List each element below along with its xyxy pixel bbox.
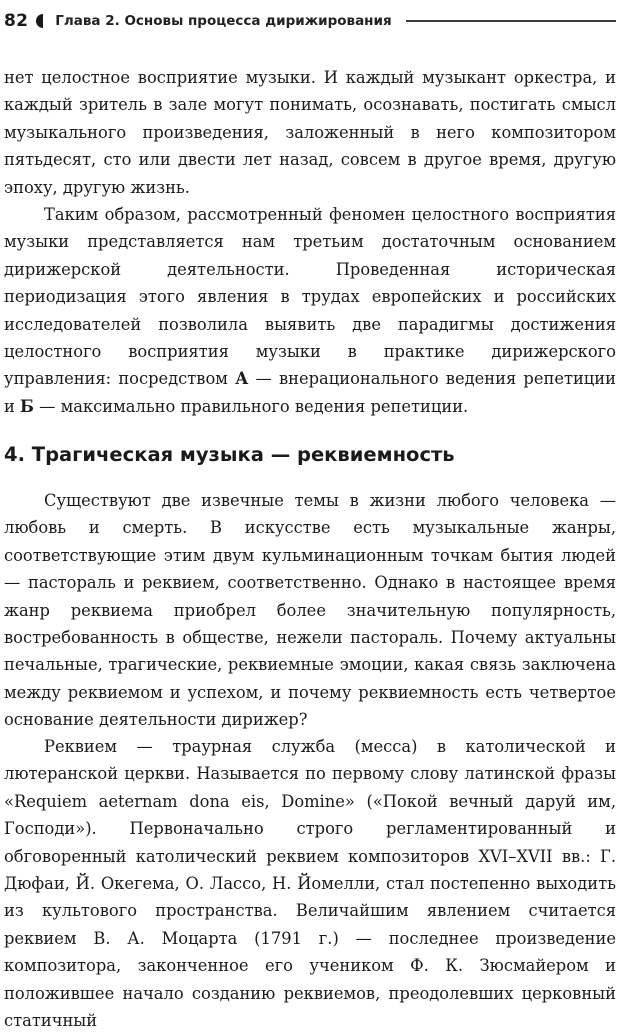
chapter-title: Глава 2. Основы процесса дирижирования [55,13,392,29]
header-marker-icon [36,14,43,28]
paragraph-text: Реквием — траурная служба (месса) в католической и лютеранской церкви. Называется по первому слову латинской фразы «Requiem aeternam dona eis, Domine» («Покой вечный даруй им, Господи»). Первоначально строго регламентированный и обговоренный католический реквием композиторов XVI–XVII вв.: Г. Дюфаи, Й. Окегема, О. Лассо, Н. Йомелли, стал постепенно выходить из культового пространства. Величайшим явлением считается реквием В. А. Моцарта (1791 г.) — последнее произведение композитора, законченное его учеником Ф. К. Зюсмайером и положившее начало созданию реквиемов, преодолевших церковный статичный [4,737,616,1031]
paragraph-fragment: — внерационального ведения репетиции и [4,369,616,416]
paragraph-text: нет целостное восприятие музыки. И каждый музыкант оркестра, и каждый зритель в зале могут понимать, осознавать, постигать смысл музыкального произведения, заложенный в него композитором пятьдесят, сто или двести лет назад, совсем в другое время, другую эпоху, другую жизнь. [4,68,616,197]
paragraph-text: Существуют две извечные темы в жизни любого человека — любовь и смерть. В искусстве есть музыкальные жанры, соответствующие этим двум кульминационным точкам бытия людей — пастораль и реквием, соответственно. Однако в настоящее время жанр реквиема приобрел более значительную популярность, востребованность в обществе, нежели пастораль. Почему актуальны печальные, трагические, реквиемные эмоции, какая связь заключена между реквиемом и успехом, и почему реквиемность есть четвертое основание деятельности дирижер? [4,491,616,730]
paragraph-summary [4,201,616,420]
paragraph-two-themes [4,487,616,734]
paragraph-continuation [4,64,616,201]
paradigm-b-label: Б [20,396,34,416]
paragraph-fragment: — максимально правильного ведения репетиции. [33,396,469,416]
header-rule [406,20,616,22]
paradigm-a-label: А [235,369,249,389]
paragraph-requiem-definition [4,733,616,1034]
paragraph-fragment: Таким образом, рассмотренный феномен целостного восприятия музыки представляется нам третьим достаточным основанием дирижерской деятельности. Проведенная историческая периодизация этого явления в трудах европейских и российских исследователей позволила выявить две парадигмы достижения целостного восприятия музыки в практике дирижерского управления: посредством [4,205,616,389]
section-heading: 4. Трагическая музыка — реквиемность [4,443,455,466]
page-number: 82 [4,11,29,31]
running-header [4,6,616,36]
paragraph-text [4,201,616,420]
